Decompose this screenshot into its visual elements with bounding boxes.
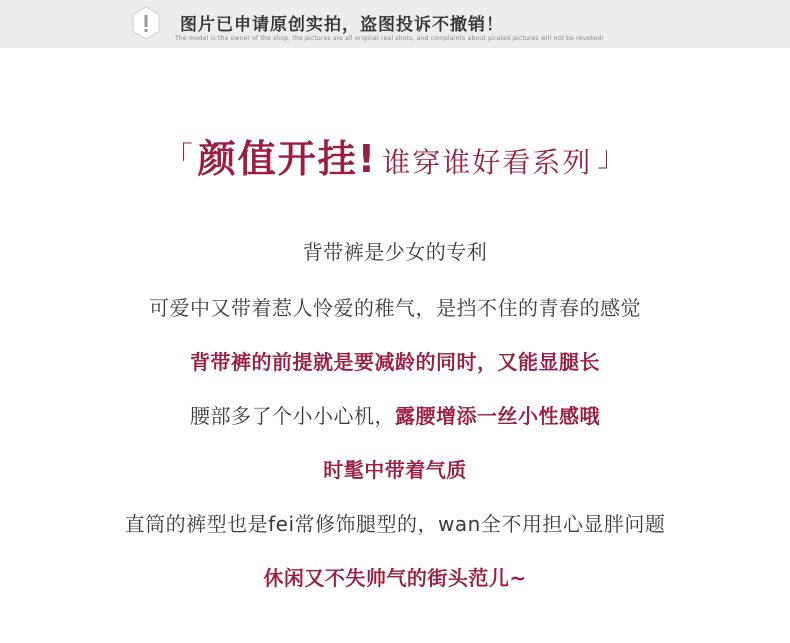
body-line-2: 可爱中又带着惹人怜爱的稚气，是挡不住的青春的感觉 (149, 296, 641, 320)
warning-hexagon-icon (131, 6, 161, 40)
headline-sub: 谁穿谁好看系列 (382, 146, 593, 179)
banner-title: 图片已申请原创实拍，盗图投诉不撤销！ (180, 15, 504, 35)
headline-main: 颜值开挂! (197, 137, 378, 181)
body-line-6: 直筒的裤型也是fei常修饰腿型的，wan全不用担心显胖问题 (124, 512, 666, 536)
headline (0, 128, 790, 183)
copyright-banner (0, 0, 790, 48)
body-line-5-highlight: 时髦中带着气质 (323, 458, 467, 482)
headline-open-bracket: 「 (164, 140, 193, 173)
headline-close-bracket: 」 (597, 140, 626, 173)
body-line-4-plain: 腰部多了个小小心机， (190, 404, 395, 428)
banner-subtitle: The model is the owner of the shop, the pictures are all original real shots, and complaints about pirated pictures will not be revoked! (175, 35, 605, 42)
body-line-3-highlight: 背带裤的前提就是要减龄的同时，又能显腿长 (190, 350, 600, 374)
body-line-7-highlight: 休闲又不失帅气的街头范儿~ (263, 566, 527, 590)
body-line-1: 背带裤是少女的专利 (302, 240, 488, 264)
body-line-4-highlight: 露腰增添一丝小性感哦 (395, 404, 600, 428)
body-line-4 (0, 400, 790, 429)
